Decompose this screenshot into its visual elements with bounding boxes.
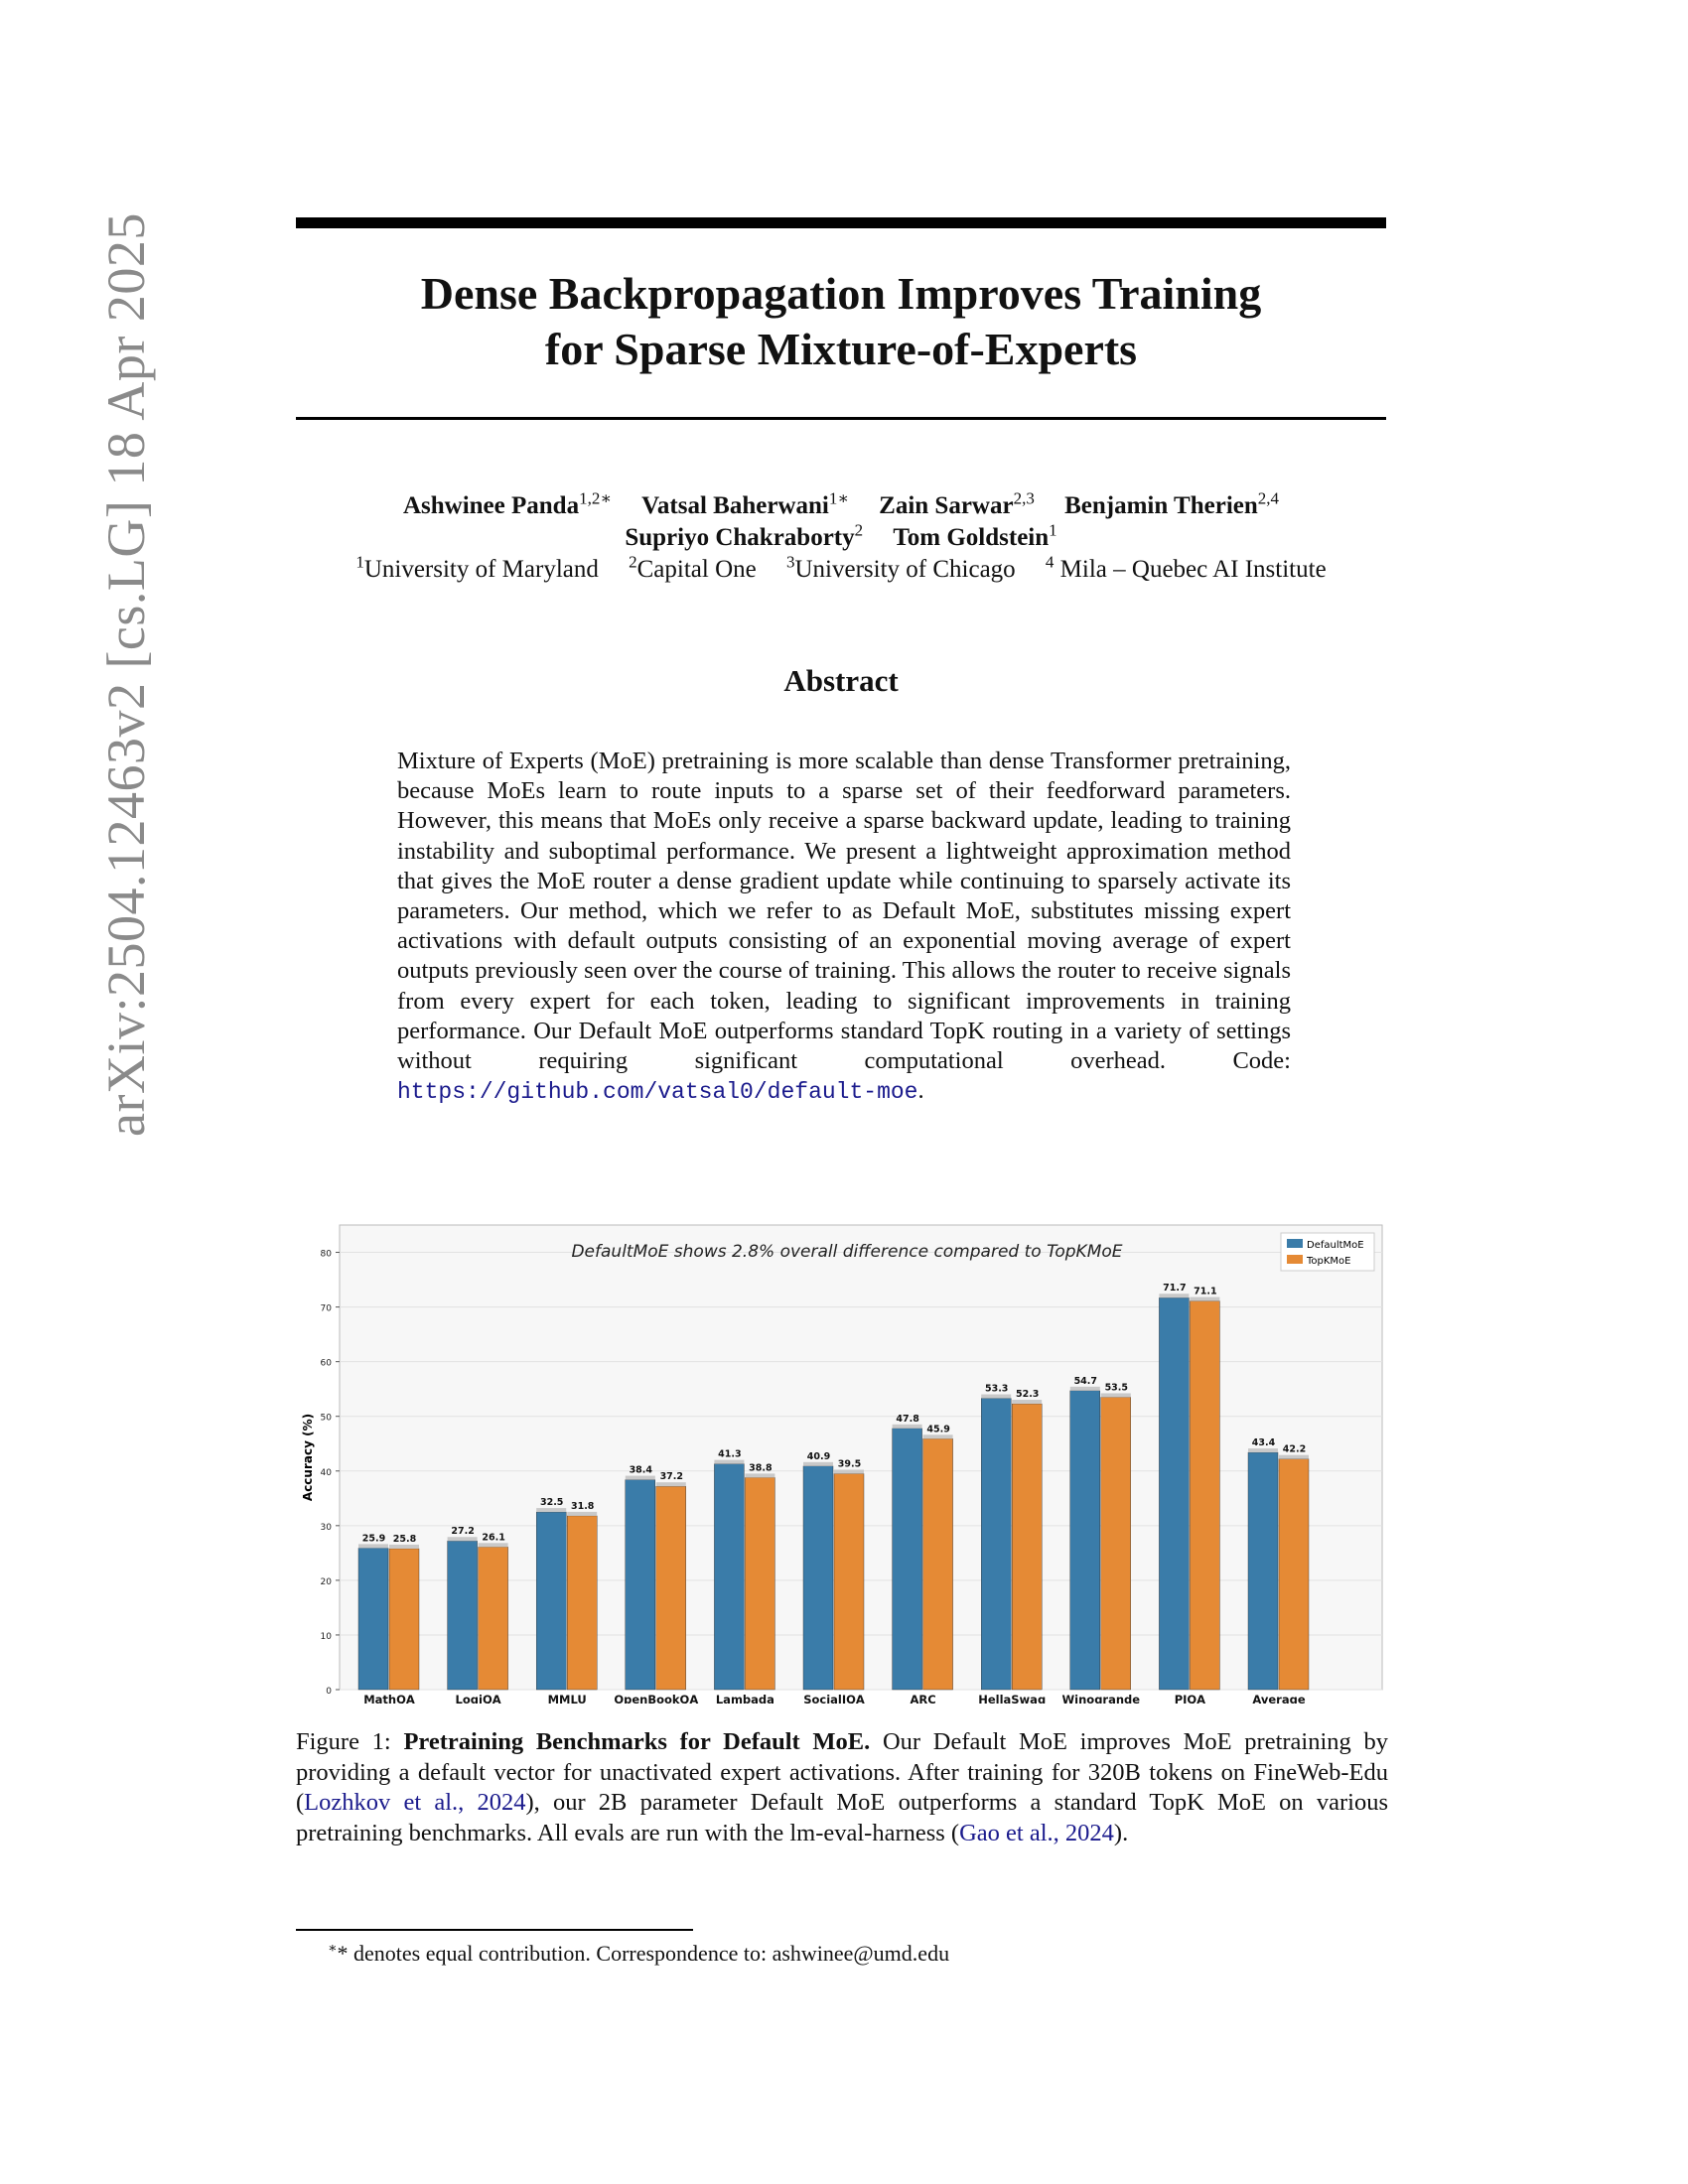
- x-tick-label: Lambada: [715, 1693, 774, 1704]
- footnote-sup: ∗: [328, 1941, 338, 1957]
- caption-text-3: ).: [1113, 1819, 1129, 1846]
- author-sup: 2,4: [1257, 488, 1280, 508]
- author-name: Supriyo Chakraborty: [625, 524, 855, 551]
- bar-cap: [567, 1512, 597, 1516]
- author-sup: 2,3: [1013, 488, 1035, 508]
- bar-defaultmoe-lambada: [714, 1464, 744, 1690]
- bar-cap: [479, 1543, 508, 1547]
- author-sup: 1,2∗: [579, 488, 612, 508]
- data-label: 41.3: [718, 1448, 742, 1460]
- bar-topkmoe-socialiqa: [834, 1474, 864, 1690]
- bar-cap: [834, 1470, 864, 1474]
- y-tick-label: 60: [320, 1358, 332, 1369]
- x-tick-label: SocialIQA: [803, 1693, 865, 1704]
- bar-chart-svg: [296, 1223, 1388, 1704]
- bar-topkmoe-arc: [923, 1438, 953, 1690]
- author-sup: 1: [1049, 520, 1057, 540]
- bar-cap: [745, 1473, 774, 1477]
- footnote: [328, 1941, 949, 1967]
- abstract-end: .: [917, 1077, 924, 1105]
- bar-cap: [358, 1544, 388, 1548]
- x-tick-label: Average: [1252, 1693, 1306, 1704]
- author-name: Zain Sarwar: [879, 492, 1014, 519]
- author-name: Benjamin Therien: [1064, 492, 1258, 519]
- author-name: Vatsal Baherwani: [641, 492, 829, 519]
- data-label: 71.1: [1194, 1286, 1217, 1297]
- bar-cap: [1248, 1448, 1278, 1452]
- caption-text-2: ), our 2B parameter Default MoE outperforms a standard TopK MoE on various pretraining benchmarks. All evals are run with the lm-eval-harness (: [296, 1789, 1388, 1846]
- affil-sup: 4: [1045, 552, 1055, 572]
- bar-cap: [714, 1460, 744, 1464]
- y-tick-label: 80: [320, 1249, 332, 1260]
- bar-topkmoe-hellaswag: [1012, 1404, 1042, 1690]
- data-label: 25.9: [361, 1533, 386, 1545]
- x-tick-label: MathQA: [363, 1693, 415, 1704]
- data-label: 26.1: [482, 1532, 505, 1544]
- bar-cap: [1070, 1387, 1100, 1391]
- y-tick-label: 40: [320, 1467, 332, 1478]
- author-name: Tom Goldstein: [893, 524, 1050, 551]
- arxiv-watermark: arXiv:2504.12463v2 [cs.LG] 18 Apr 2025: [96, 212, 156, 1137]
- bar-topkmoe-lambada: [745, 1477, 774, 1690]
- bar-topkmoe-piqa: [1190, 1301, 1219, 1690]
- bar-defaultmoe-hellaswag: [981, 1399, 1011, 1690]
- affil-sup: 2: [629, 552, 637, 572]
- x-tick-label: ARC: [910, 1693, 936, 1704]
- affiliation: Mila – Quebec AI Institute: [1059, 556, 1327, 583]
- x-tick-label: LogiQA: [455, 1693, 501, 1704]
- legend-label-defaultmoe: DefaultMoE: [1307, 1240, 1364, 1251]
- caption-bold: Pretraining Benchmarks for Default MoE.: [403, 1728, 871, 1755]
- footnote-text: * denotes equal contribution. Correspondence to: ashwinee@umd.edu: [337, 1941, 950, 1966]
- y-tick-label: 10: [320, 1631, 332, 1642]
- data-label: 43.4: [1251, 1437, 1276, 1449]
- author-line-1: [296, 490, 1386, 522]
- affiliation-line: [296, 554, 1386, 586]
- author-block: [296, 490, 1386, 586]
- bar-defaultmoe-openbookqa: [626, 1480, 655, 1690]
- data-label: 53.3: [984, 1383, 1009, 1395]
- data-label: 42.2: [1282, 1443, 1307, 1455]
- data-label: 47.8: [896, 1413, 919, 1425]
- data-label: 25.8: [392, 1533, 417, 1545]
- data-label: 31.8: [570, 1500, 595, 1512]
- title-line-2: for Sparse Mixture-of-Experts: [544, 324, 1138, 374]
- data-label: 71.7: [1163, 1283, 1187, 1295]
- y-axis-label: Accuracy (%): [301, 1413, 315, 1502]
- bar-topkmoe-average: [1279, 1459, 1309, 1690]
- title-line-1: Dense Backpropagation Improves Training: [420, 268, 1262, 319]
- data-label: 27.2: [451, 1526, 475, 1538]
- data-label: 38.4: [629, 1464, 653, 1476]
- abstract-heading: Abstract: [783, 663, 899, 698]
- y-tick-label: 50: [320, 1413, 332, 1424]
- data-label: 45.9: [926, 1424, 950, 1435]
- bar-topkmoe-openbookqa: [656, 1486, 686, 1690]
- bar-defaultmoe-mmlu: [536, 1512, 566, 1690]
- x-tick-label: PIQA: [1174, 1693, 1206, 1704]
- bar-cap: [981, 1395, 1011, 1399]
- bar-topkmoe-mmlu: [567, 1516, 597, 1690]
- author-sup: 2: [854, 520, 864, 540]
- bar-cap: [1101, 1393, 1131, 1397]
- bar-cap: [626, 1476, 655, 1480]
- bar-cap: [536, 1508, 566, 1512]
- bar-defaultmoe-arc: [893, 1429, 922, 1690]
- citation-gao[interactable]: Gao et al., 2024: [959, 1819, 1114, 1846]
- footnote-rule: [296, 1929, 693, 1931]
- bar-defaultmoe-average: [1248, 1452, 1278, 1690]
- chart-title: DefaultMoE shows 2.8% overall difference compared to TopKMoE: [571, 1242, 1123, 1262]
- bar-cap: [1279, 1455, 1309, 1459]
- figure-caption: [296, 1727, 1388, 1848]
- paper-title: [296, 266, 1386, 377]
- affil-sup: 3: [785, 552, 795, 572]
- bar-topkmoe-mathqa: [389, 1549, 419, 1690]
- y-tick-label: 70: [320, 1303, 332, 1314]
- data-label: 32.5: [539, 1497, 564, 1509]
- author-sup: 1∗: [828, 488, 849, 508]
- data-label: 40.9: [806, 1450, 831, 1462]
- bar-cap: [1159, 1294, 1189, 1297]
- citation-lozhkov[interactable]: Lozhkov et al., 2024: [304, 1789, 526, 1816]
- author-line-2: [296, 522, 1386, 554]
- bar-cap: [656, 1482, 686, 1486]
- data-label: 39.5: [837, 1458, 862, 1470]
- code-link[interactable]: https://github.com/vatsal0/default-moe: [397, 1079, 918, 1106]
- affiliation: Capital One: [636, 556, 757, 583]
- data-label: 53.5: [1104, 1382, 1129, 1394]
- title-rule-top: [296, 217, 1386, 228]
- data-label: 54.7: [1073, 1375, 1098, 1387]
- y-tick-label: 0: [326, 1687, 332, 1697]
- title-rule-bottom: [296, 417, 1386, 420]
- bar-defaultmoe-winogrande: [1070, 1391, 1100, 1690]
- bar-cap: [923, 1434, 953, 1438]
- abstract-text: Mixture of Experts (MoE) pretraining is more scalable than dense Transformer pretraining, because MoEs learn to route inputs to a sparse set of their feedforward parameters. However, this means that MoEs only receive a sparse backward update, leading to training instability and suboptimal performance. We present a lightweight approximation method that gives the MoE router a dense gradient update while continuing to sparsely activate its parameters. Our method, which we refer to as Default MoE, substitutes missing expert activations with default outputs consisting of an exponential moving average of expert outputs previously seen over the course of training. This allows the router to receive signals from every expert for each token, leading to significant improvements in training performance. Our Default MoE outperforms standard TopK routing in a variety of settings without requiring significant computational overhead. Code:: [397, 748, 1291, 1075]
- x-tick-label: Winogrande: [1061, 1693, 1141, 1704]
- bar-cap: [389, 1545, 419, 1549]
- chart-legend: [1281, 1233, 1374, 1271]
- bar-defaultmoe-piqa: [1159, 1297, 1189, 1690]
- y-tick-label: 20: [320, 1576, 332, 1587]
- bar-cap: [1012, 1400, 1042, 1404]
- author-name: Ashwinee Panda: [402, 492, 580, 519]
- bar-defaultmoe-socialiqa: [803, 1466, 833, 1690]
- x-tick-label: HellaSwag: [978, 1693, 1047, 1704]
- y-tick-label: 30: [320, 1522, 332, 1533]
- affil-sup: 1: [355, 552, 364, 572]
- caption-text-1: Our Default MoE improves MoE pretraining by providing a default vector for unactivated expert activations. After training for 320B tokens on FineWeb-Edu (: [296, 1728, 1388, 1816]
- x-tick-label: OpenBookQA: [614, 1693, 699, 1704]
- bar-cap: [448, 1537, 478, 1541]
- figure-1-chart: [296, 1223, 1388, 1704]
- legend-swatch-topkmoe: [1287, 1255, 1303, 1264]
- bar-cap: [893, 1425, 922, 1429]
- legend-swatch-defaultmoe: [1287, 1239, 1303, 1248]
- bar-topkmoe-logiqa: [479, 1547, 508, 1690]
- data-label: 37.2: [659, 1471, 684, 1483]
- bar-cap: [1190, 1297, 1219, 1301]
- affiliation: University of Chicago: [794, 556, 1016, 583]
- x-tick-label: MMLU: [547, 1693, 587, 1704]
- caption-label: Figure 1:: [296, 1728, 404, 1755]
- legend-label-topkmoe: TopKMoE: [1307, 1256, 1351, 1267]
- abstract-body: [397, 747, 1291, 1107]
- bar-defaultmoe-logiqa: [448, 1541, 478, 1690]
- bar-cap: [803, 1462, 833, 1466]
- bar-topkmoe-winogrande: [1101, 1397, 1131, 1690]
- bar-defaultmoe-mathqa: [358, 1548, 388, 1690]
- data-label: 38.8: [749, 1462, 773, 1474]
- data-label: 52.3: [1015, 1389, 1040, 1401]
- affiliation: University of Maryland: [363, 556, 599, 583]
